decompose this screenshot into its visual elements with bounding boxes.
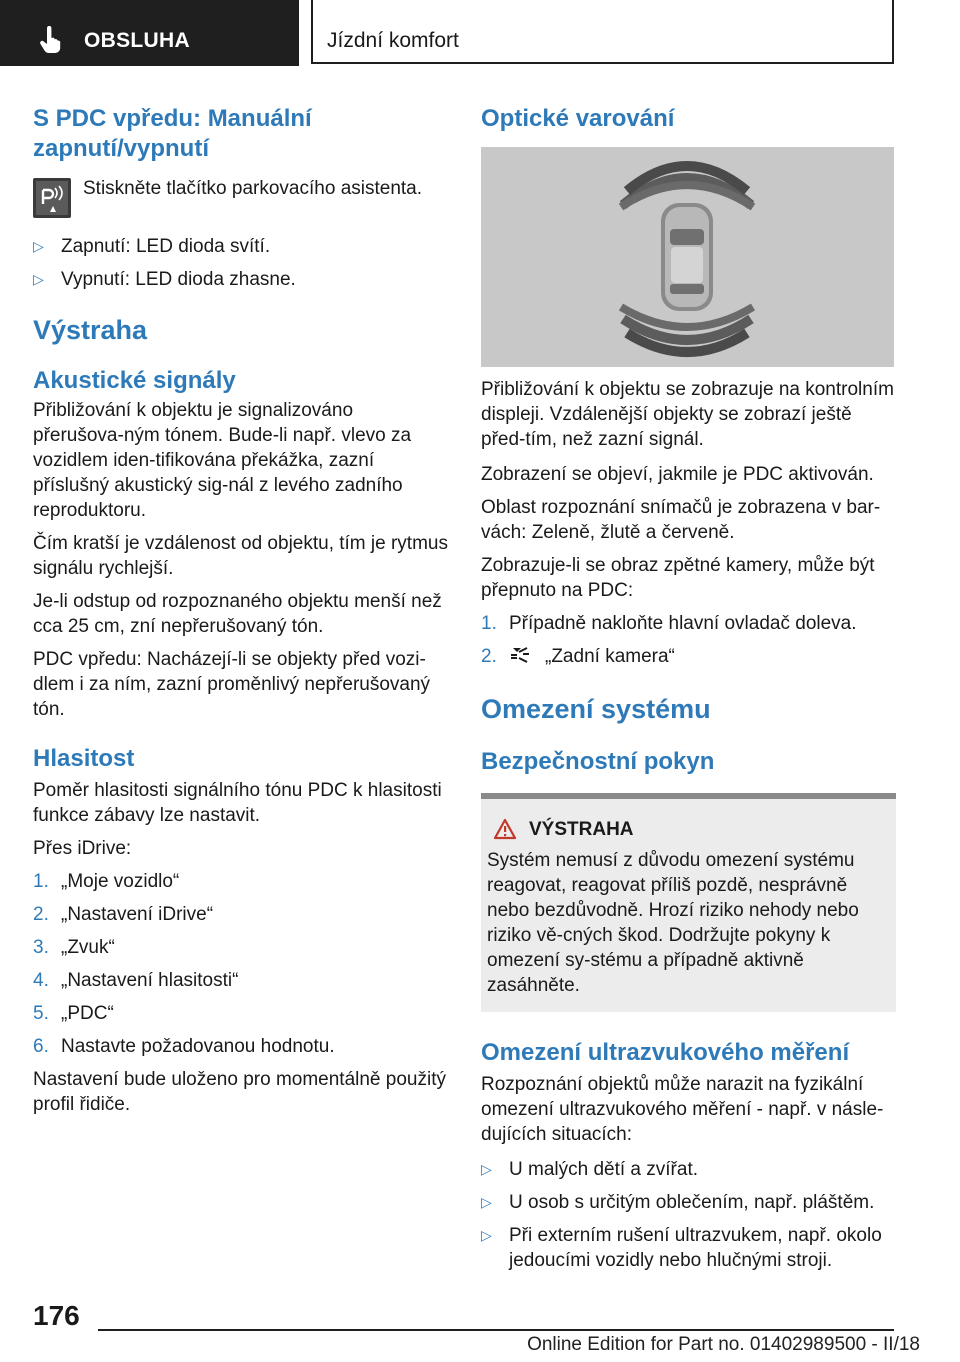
warning-triangle-icon <box>493 818 517 840</box>
acoustic-paragraph-3: Je-li odstup od rozpoznaného objektu menší než cca 25 cm, zní nepřerušovaný tón. <box>33 591 442 637</box>
acoustic-paragraph-1: Přibližování k objektu je signalizováno přerušova-ným tónem. Bude-li např. vlevo za vozidlem iden-tifikována překážka, zazní příslušný akustický sig-nál z levého zadního reproduktoru. <box>33 400 412 521</box>
acoustic-paragraph-2: Čím kratší je vzdálenost od objektu, tím je rytmus signálu rychlejší. <box>33 533 448 579</box>
bullet-triangle-icon: ▷ <box>481 1194 492 1210</box>
left-column <box>33 104 448 1117</box>
optical-paragraph-3: Oblast rozpoznání snímačů je zobrazena v bar-vách: Zeleně, žlutě a červeně. <box>481 497 881 543</box>
optical-paragraph-1: Přibližování k objektu se zobrazuje na kontrolním displeji. Vzdálenější objekty se zobrazí ještě před-tím, než zazní signál. <box>481 379 894 450</box>
ultrasonic-list <box>481 1157 896 1273</box>
step-item: 4. „Nastavení hlasitosti“ <box>33 970 239 991</box>
volume-paragraph-2: Přes iDrive: <box>33 838 132 859</box>
optical-steps <box>481 611 896 669</box>
optical-paragraph-4: Zobrazuje-li se obraz zpětné kamery, může být přepnuto na PDC: <box>481 555 875 601</box>
step-item: 2. „Nastavení iDrive“ <box>33 904 214 925</box>
pdc-front-list <box>33 234 448 292</box>
list-item: ▷ Vypnutí: LED dioda zhasne. <box>33 269 296 290</box>
acoustic-paragraph-4: PDC vpředu: Nacházejí-li se objekty před vozi-dlem i za ním, zazní proměnlivý nepřerušovaný tón. <box>33 649 431 720</box>
pdc-button-row <box>33 176 448 220</box>
ultrasonic-heading: Omezení ultrazvukového měření <box>481 1039 850 1066</box>
warning-heading: Výstraha <box>33 315 148 345</box>
page-number: 176 <box>33 1300 80 1331</box>
warning-label: VÝSTRAHA <box>529 819 634 840</box>
bullet-triangle-icon: ▷ <box>33 238 44 254</box>
bullet-triangle-icon: ▷ <box>481 1161 492 1177</box>
bullet-triangle-icon: ▷ <box>481 1227 492 1243</box>
acoustic-heading: Akustické signály <box>33 367 236 394</box>
section-tab <box>0 0 299 66</box>
car-sensor-illustration <box>481 147 894 367</box>
warning-box <box>481 793 896 1012</box>
list-item: ▷ Při externím rušení ultrazvukem, např. okolo jedoucími vozidly nebo hlučnými stroji. <box>481 1225 882 1271</box>
warning-text: Systém nemusí z důvodu omezení systému reagovat, reagovat příliš pozdě, nesprávně nebo bezdůvodně. Hrozí riziko nehody nebo riziko vě-cných škod. Dodržujte pokyny k omezení sy-stému a případně aktivně zasáhněte. <box>487 850 859 996</box>
list-item: ▷ Zapnutí: LED dioda svítí. <box>33 236 271 257</box>
list-item: ▷ U malých dětí a zvířat. <box>481 1159 699 1180</box>
volume-heading: Hlasitost <box>33 745 135 772</box>
volume-steps <box>33 869 448 1059</box>
footer-divider <box>98 1329 894 1331</box>
pdc-display-image <box>481 147 894 367</box>
volume-paragraph-3: Nastavení bude uloženo pro momentálně použitý profil řidiče. <box>33 1069 446 1115</box>
edition-text: Online Edition for Part no. 01402989500 - II/18 <box>527 1334 920 1355</box>
optical-paragraph-2: Zobrazení se objeví, jakmile je PDC aktivován. <box>481 464 874 485</box>
pdc-front-heading: S PDC vpředu: Manuální zapnutí/vypnutí <box>33 105 312 162</box>
parking-assist-button-icon <box>33 178 71 218</box>
hand-pointer-icon <box>38 26 62 54</box>
step-item: 3. „Zvuk“ <box>33 937 115 958</box>
pdc-front-text: Stiskněte tlačítko parkovacího asistenta. <box>83 178 423 199</box>
step-item: 6. Nastavte požadovanou hodnotu. <box>33 1036 335 1057</box>
step-item: 2. „Zadní kamera“ <box>481 646 675 667</box>
step-item: 1. „Moje vozidlo“ <box>33 871 180 892</box>
list-item: ▷ U osob s určitým oblečením, např. pláštěm. <box>481 1192 875 1213</box>
step-item: 5. „PDC“ <box>33 1003 114 1024</box>
optical-heading: Optické varování <box>481 105 675 132</box>
safety-heading: Bezpečnostní pokyn <box>481 748 715 775</box>
ultrasonic-paragraph: Rozpoznání objektů může narazit na fyzikální omezení ultrazvukového měření - např. v násle-dujících situacích: <box>481 1074 884 1145</box>
right-column <box>481 377 896 1273</box>
section-label: OBSLUHA <box>84 29 190 52</box>
chapter-title: Jízdní komfort <box>327 29 459 52</box>
chapter-header <box>311 0 894 64</box>
camera-view-icon <box>509 646 531 664</box>
bullet-triangle-icon: ▷ <box>33 271 44 287</box>
volume-paragraph-1: Poměr hlasitosti signálního tónu PDC k hlasitosti funkce zábavy lze nastavit. <box>33 780 442 826</box>
limits-heading: Omezení systému <box>481 694 711 724</box>
warning-label-row <box>487 817 888 842</box>
step-item: 1. Případně nakloňte hlavní ovladač doleva. <box>481 613 857 634</box>
